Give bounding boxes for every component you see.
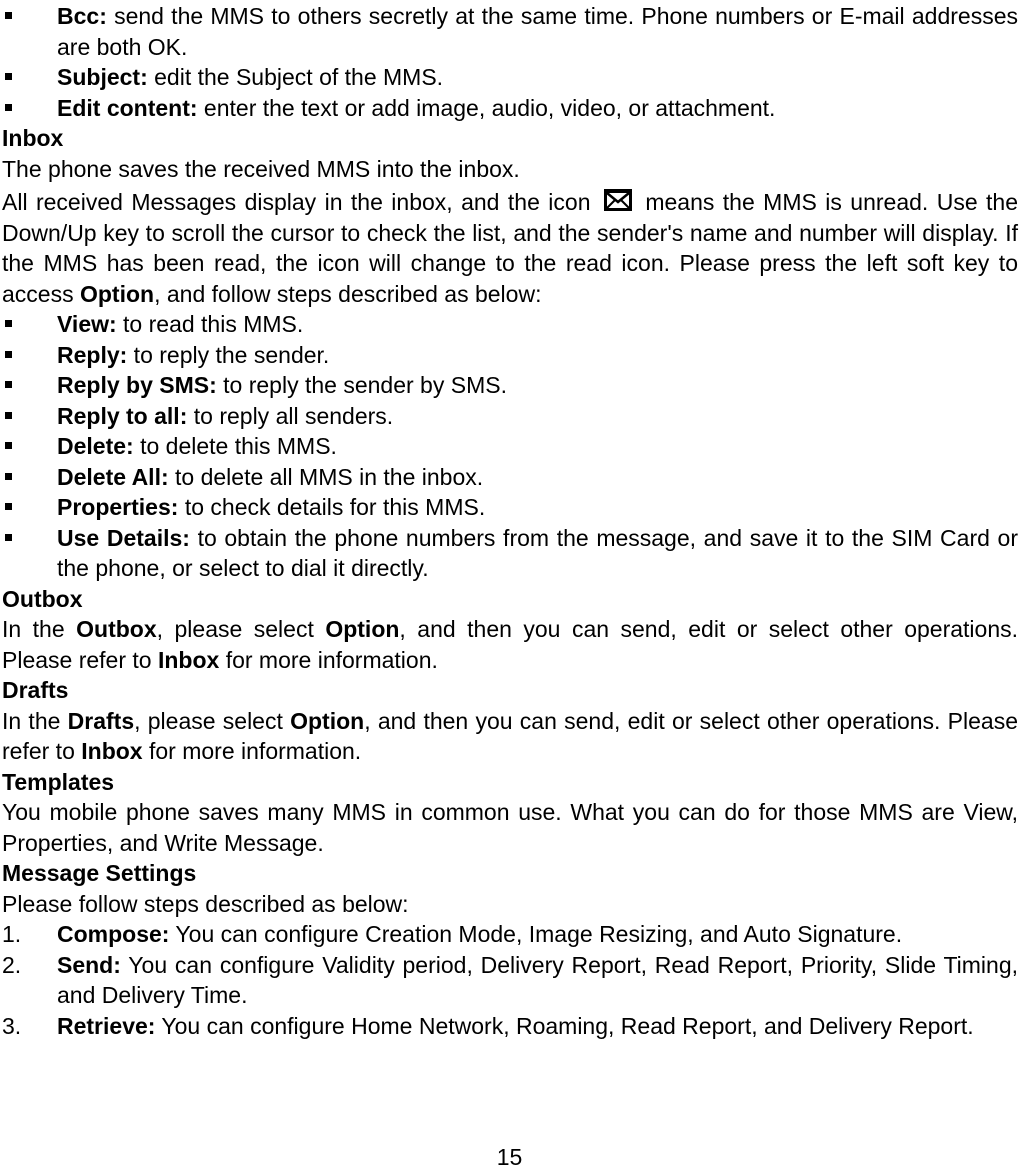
- item-label: Send:: [57, 951, 121, 978]
- inbox-intro: The phone saves the received MMS into the inbox.: [2, 155, 520, 182]
- item-label: Retrieve:: [57, 1012, 156, 1039]
- outbox-bold-3: Inbox: [157, 646, 220, 673]
- inbox-description: [2, 187, 1018, 309]
- bullet-text: to check details for this MMS.: [178, 494, 486, 520]
- drafts-text-2: , please select: [134, 707, 291, 734]
- bullet-item-reply-to-all: [2, 401, 1018, 432]
- outbox-text-4: for more information.: [219, 646, 438, 673]
- outbox-text-3: , and then you can send, edit or select other operations. Please refer to: [2, 616, 1019, 673]
- item-text: You can configure Home Network, Roaming, Read Report, and Delivery Report.: [155, 1012, 974, 1039]
- bullet-item-bcc: [2, 1, 1018, 62]
- message-settings-intro: Please follow steps described as below:: [2, 890, 409, 917]
- envelope-icon: [603, 188, 633, 212]
- bullet-label: View:: [57, 311, 117, 337]
- square-bullet-icon: [5, 381, 12, 388]
- inbox-option-bold: Option: [79, 280, 155, 307]
- bullet-item-edit-content: [2, 93, 1018, 124]
- document-page: [2, 0, 1018, 1041]
- inbox-text-2: means the MMS is unread. Use the Down/Up key to scroll the cursor to check the list, and the sender's name and number will display. If the MMS has been read, the icon will change to the read icon. Please press the left soft key to access: [2, 189, 1019, 307]
- numbered-item-retrieve: [2, 1011, 1018, 1042]
- square-bullet-icon: [5, 534, 12, 541]
- numbered-item-compose: [2, 919, 1018, 950]
- drafts-bold-3: Inbox: [81, 738, 143, 764]
- bullet-label: Subject:: [57, 64, 148, 90]
- bullet-text: to reply all senders.: [187, 402, 394, 429]
- bullet-text: to reply the sender by SMS.: [216, 372, 507, 398]
- bullet-text: to reply the sender.: [127, 341, 330, 368]
- message-settings-list: [2, 919, 1018, 1041]
- square-bullet-icon: [5, 351, 12, 358]
- bullet-item-delete: [2, 431, 1018, 462]
- bullet-label: Bcc:: [57, 3, 107, 29]
- bullet-item-reply-by-sms: [2, 370, 1018, 401]
- bullet-text: to delete this MMS.: [133, 433, 337, 459]
- drafts-bold-1: Drafts: [67, 707, 135, 734]
- bullet-item-subject: [2, 62, 1018, 93]
- inbox-text-1: All received Messages display in the inbox, and the icon: [2, 189, 591, 215]
- outbox-bold-1: Outbox: [76, 616, 157, 642]
- drafts-description: [2, 706, 1018, 767]
- square-bullet-icon: [5, 104, 12, 111]
- inbox-bullet-list: [2, 309, 1018, 584]
- section-heading-message-settings: Message Settings: [2, 860, 197, 886]
- bullet-text: edit the Subject of the MMS.: [147, 64, 444, 90]
- bullet-label: Properties:: [57, 494, 179, 520]
- bullet-text: to read this MMS.: [116, 311, 304, 337]
- item-number: 1.: [2, 921, 22, 947]
- bullet-label: Edit content:: [57, 94, 198, 121]
- outbox-text-1: In the: [2, 616, 77, 642]
- item-text: You can configure Creation Mode, Image Resizing, and Auto Signature.: [169, 921, 903, 947]
- bullet-item-reply: [2, 340, 1018, 371]
- item-number: 2.: [2, 951, 22, 978]
- bullet-item-properties: [2, 492, 1018, 523]
- bullet-label: Delete All:: [57, 463, 169, 490]
- drafts-bold-2: Option: [290, 707, 365, 734]
- bullet-item-view: [2, 309, 1018, 340]
- outbox-bold-2: Option: [325, 616, 400, 642]
- bullet-label: Reply to all:: [57, 402, 188, 429]
- section-heading-outbox: Outbox: [2, 585, 83, 612]
- drafts-text-1: In the: [2, 707, 68, 734]
- bullet-text: to delete all MMS in the inbox.: [168, 463, 484, 490]
- drafts-text-4: for more information.: [142, 738, 362, 764]
- item-number: 3.: [2, 1012, 22, 1039]
- bullet-label: Reply:: [57, 341, 128, 368]
- inbox-text-3: , and follow steps described as below:: [154, 280, 542, 307]
- outbox-text-2: , please select: [156, 616, 326, 642]
- square-bullet-icon: [5, 412, 12, 419]
- top-bullet-list: [2, 1, 1018, 123]
- section-heading-inbox: Inbox: [2, 125, 64, 151]
- bullet-item-use-details: [2, 523, 1018, 584]
- outbox-description: [2, 614, 1018, 675]
- bullet-label: Reply by SMS:: [57, 372, 217, 398]
- bullet-text: enter the text or add image, audio, video, or attachment.: [197, 94, 776, 121]
- templates-description: You mobile phone saves many MMS in common use. What you can do for those MMS are View, Properties, and Write Message.: [2, 799, 1018, 856]
- item-label: Compose:: [57, 921, 170, 947]
- item-text: You can configure Validity period, Delivery Report, Read Report, Priority, Slide Timing, and Delivery Time.: [57, 951, 1018, 1008]
- square-bullet-icon: [5, 503, 12, 510]
- bullet-text: to obtain the phone numbers from the message, and save it to the SIM Card or the phone, or select to dial it directly.: [57, 524, 1018, 581]
- bullet-label: Use Details:: [57, 524, 190, 551]
- square-bullet-icon: [5, 442, 12, 449]
- square-bullet-icon: [5, 473, 12, 480]
- bullet-text: send the MMS to others secretly at the same time. Phone numbers or E-mail addresses are both OK.: [57, 3, 1018, 60]
- bullet-label: Delete:: [57, 433, 134, 459]
- numbered-item-send: [2, 950, 1018, 1011]
- square-bullet-icon: [5, 12, 12, 19]
- section-heading-templates: Templates: [2, 768, 115, 795]
- page-number: 15: [496, 1144, 523, 1170]
- square-bullet-icon: [5, 73, 12, 80]
- bullet-item-delete-all: [2, 462, 1018, 493]
- square-bullet-icon: [5, 320, 12, 327]
- drafts-text-3: , and then you can send, edit or select other operations. Please refer to: [2, 707, 1019, 764]
- section-heading-drafts: Drafts: [2, 677, 69, 703]
